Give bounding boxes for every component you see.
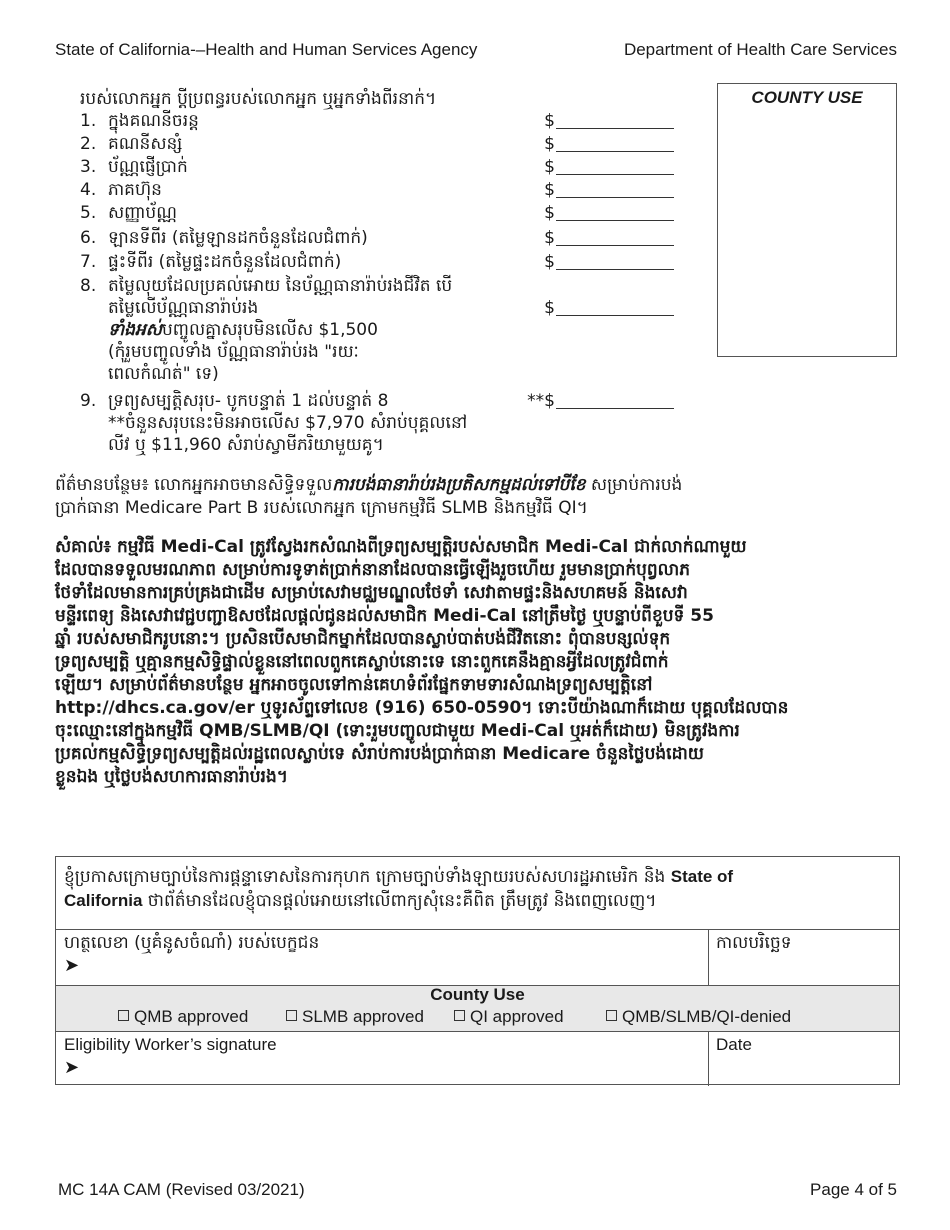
worker-signature-label: Eligibility Worker’s signature — [64, 1035, 277, 1054]
option-qmb-approved[interactable] — [118, 1007, 248, 1027]
amount-field[interactable] — [556, 220, 674, 221]
form-number: MC 14A CAM (Revised 03/2021) — [58, 1180, 305, 1199]
asset-number: 3. — [80, 157, 97, 177]
note-line: ឆ្នាំ របស់សមាជិករូបនោះ។ ប្រសិនបើសមាជិកម្នាក់ដែលបានស្លាប់បាត់បង់ជីវិតនោះ ពុំបានបន្សល់ទុក — [55, 629, 671, 649]
county-use-box — [717, 83, 897, 357]
info-emphasis: ការបង់ធានារ៉ាប់រងប្រតិសកម្មដល់ទៅបីខែ — [332, 475, 586, 495]
amount-field[interactable] — [556, 197, 674, 198]
amount-field[interactable] — [556, 245, 674, 246]
amount-field[interactable] — [556, 269, 674, 270]
worker-date-field[interactable] — [716, 1057, 891, 1081]
arrow-icon: ➤ — [64, 955, 80, 976]
divider — [708, 929, 709, 985]
note-line: ទ្រព្យសម្បត្តិ ឬគ្មានកម្មសិទ្ធិផ្ទាល់ខ្លួននៅពេលពួកគេស្លាប់នោះទេ នោះពួកគេនឹងគ្មានអ្វីដែលត្រូវជំពាក់ — [55, 652, 669, 672]
note-line: http://dhcs.ca.gov/er ឬទូរស័ព្ទទៅលេខ (916) 650-0590។ ទោះបីយ៉ាងណាក៏ដោយ បុគ្គលដែលបាន — [55, 698, 789, 718]
applicant-signature-label: ហត្ថលេខា (ឬគំនូសចំណាំ) របស់បេក្ខជន — [64, 933, 320, 953]
dollar-sign: $ — [544, 228, 555, 248]
note-line: ខ្លួនឯង ឬថ្លៃបង់សហការធានារ៉ាប់រង។ — [55, 767, 288, 787]
agency-name: State of California-–Health and Human Services Agency — [55, 40, 478, 59]
declaration-line: ថាព័ត៌មានដែលខ្ញុំបានផ្តល់អោយនៅលើពាក្យសុំនេះគឺពិត ត្រឹមត្រូវ និងពេញលេញ។ — [142, 891, 657, 911]
declaration-state: California — [64, 891, 143, 910]
asset-note-emph: ទាំងអស់ — [108, 320, 162, 340]
asset-label: ទ្រព្យសម្បត្តិសរុប- បូកបន្ទាត់ 1 ដល់បន្ទាត់ 8 — [108, 391, 389, 411]
asset-intro: របស់លោកអ្នក ប្តីប្រពន្ធរបស់លោកអ្នក ឬអ្នកទាំងពីរនាក់។ — [80, 89, 437, 109]
declaration-box — [55, 856, 900, 1085]
dollar-sign: **$ — [527, 391, 555, 411]
asset-number: 5. — [80, 203, 97, 223]
dollar-sign: $ — [544, 111, 555, 131]
dollar-sign: $ — [544, 252, 555, 272]
amount-field[interactable] — [556, 408, 674, 409]
asset-label: តម្លៃលើប័ណ្ណធានារ៉ាប់រង — [108, 298, 259, 318]
amount-field[interactable] — [556, 315, 674, 316]
option-label: QMB/SLMB/QI-denied — [622, 1007, 792, 1026]
asset-number: 4. — [80, 180, 97, 200]
additional-info — [55, 474, 895, 520]
asset-number: 6. — [80, 228, 97, 248]
option-label: QI approved — [470, 1007, 564, 1026]
option-qi-approved[interactable] — [454, 1007, 564, 1027]
asset-number: 9. — [80, 391, 97, 411]
asset-label: ប័ណ្ណផ្ញើប្រាក់ — [108, 157, 188, 177]
info-prefix: ព័ត៌មានបន្ថែម៖ លោកអ្នកអាចមានសិទ្ធិទទួល — [55, 475, 333, 495]
checkbox-icon — [286, 1010, 297, 1021]
asset-note: **ចំនួនសរុបនេះមិនអាចលើស $7,970 សំរាប់បុគ្គលនៅ — [108, 413, 468, 433]
asset-label: តម្លៃលុយដែលប្រគល់អោយ នៃប័ណ្ណធានារ៉ាប់រងជីវិត បើ — [108, 276, 453, 296]
info-line2: ប្រាក់ធានា Medicare Part B របស់លោកអ្នក ក្រោមកម្មវិធី SLMB និងកម្មវិធី QI។ — [55, 498, 588, 518]
note-line: ចុះឈ្មោះនៅក្នុងកម្មវិធី QMB/SLMB/QI (ទោះរួមបញ្ចូលជាមួយ Medi-Cal ឬអត់ក៏ដោយ) មិនត្រូវងការ — [55, 721, 740, 741]
amount-field[interactable] — [556, 151, 674, 152]
county-use-title: COUNTY USE — [751, 88, 863, 107]
dollar-sign: $ — [544, 180, 555, 200]
applicant-date-field[interactable] — [716, 955, 891, 981]
estate-recovery-note — [55, 536, 895, 789]
arrow-icon: ➤ — [64, 1057, 80, 1078]
note-line: ឡើយ។ សម្រាប់ព័ត៌មានបន្ថែម អ្នកអាចចូលទៅកាន់គេហទំព័រផ្នែកទាមទារសំណងទ្រព្យសម្បត្តិនៅ — [55, 675, 653, 695]
checkbox-icon — [606, 1010, 617, 1021]
asset-label: សញ្ញាប័ណ្ណ — [108, 203, 177, 223]
info-suffix: សម្រាប់ការបង់ — [585, 475, 683, 495]
dollar-sign: $ — [544, 203, 555, 223]
note-line: មន្ទីរពេទ្យ និងសេវាវេជ្ជបញ្ជាឱសថដែលផ្តល់ជូនដល់សមាជិក Medi-Cal នៅត្រឹមថ្ងៃ ឬបន្ទាប់ពីខួបទី 55 — [55, 606, 714, 626]
asset-number: 8. — [80, 276, 97, 296]
asset-number: 1. — [80, 111, 97, 131]
department-name: Department of Health Care Services — [623, 40, 897, 59]
amount-field[interactable] — [556, 128, 674, 129]
worker-signature-field[interactable] — [86, 1055, 696, 1081]
dollar-sign: $ — [544, 298, 555, 318]
worker-date-label: Date — [716, 1035, 752, 1054]
county-use-heading: County Use — [430, 985, 525, 1004]
divider — [708, 1031, 709, 1086]
asset-number: 2. — [80, 134, 97, 154]
divider — [56, 1031, 899, 1032]
asset-note: បញ្ចូលគ្នាសរុបមិនលើស $1,500 — [161, 320, 378, 340]
asset-note: ពេលកំណត់" ទេ) — [108, 364, 219, 384]
option-slmb-approved[interactable] — [286, 1007, 424, 1027]
note-line: ប្រគល់កម្មសិទ្ធិទ្រព្យសម្បត្តិដល់រដ្ឋពេលស្លាប់ទេ សំរាប់ការបង់ប្រាក់ធានា Medicare ចំនួនថ្លៃបង់ដោយ — [55, 744, 704, 764]
declaration-line: ខ្ញុំប្រកាសក្រោមច្បាប់នៃការផ្តន្ទាទោសនៃការកុហក ក្រោមច្បាប់ទាំងឡាយរបស់សហរដ្ឋអាមេរិក និង — [64, 867, 671, 887]
checkbox-icon — [454, 1010, 465, 1021]
asset-label: គណនីសន្សំ — [108, 134, 183, 154]
county-use-band — [56, 985, 899, 1031]
applicant-date-label: កាលបរិច្ឆេទ — [716, 933, 792, 953]
option-label: SLMB approved — [302, 1007, 424, 1026]
declaration-state: State of — [670, 867, 734, 886]
note-line: សំគាល់៖ កម្មវិធី Medi-Cal ត្រូវស្វែងរកសំណងពីទ្រព្យសម្បត្តិរបស់សមាជិក Medi-Cal ជាក់លាក់ណាមួយ — [55, 537, 747, 557]
asset-note: លីវ ឬ $11,960 សំរាប់ស្វាមីភរិយាមួយគូ។ — [108, 435, 384, 455]
dollar-sign: $ — [544, 134, 555, 154]
note-line: ថែទាំដែលមានការគ្រប់គ្រងជាដើម សម្រាប់សេវាមជ្ឈមណ្ឌលថែទាំ សេវាតាមផ្ទះនិងសហគមន៍ និងសេវា — [55, 583, 688, 603]
asset-label: ក្នុងគណនីចរន្ត — [108, 111, 199, 131]
dollar-sign: $ — [544, 157, 555, 177]
asset-number: 7. — [80, 252, 97, 272]
divider — [56, 929, 899, 930]
note-line: ដែលបានទទួលមរណភាព សម្រាប់ការទូទាត់ប្រាក់នានាដែលបានធ្វើឡើងរួចហើយ រួមមានប្រាក់បុព្វលាភ — [55, 560, 691, 580]
page-number: Page 4 of 5 — [810, 1180, 897, 1199]
option-label: QMB approved — [134, 1007, 249, 1026]
asset-label: ភាគហ៊ុន — [108, 180, 162, 200]
asset-label: ផ្ទះទីពីរ (តម្លៃផ្ទះដកចំនួនដែលជំពាក់) — [108, 252, 342, 272]
option-denied[interactable] — [606, 1007, 791, 1027]
applicant-signature-field[interactable] — [86, 953, 696, 979]
checkbox-icon — [118, 1010, 129, 1021]
amount-field[interactable] — [556, 174, 674, 175]
asset-label: ឡានទីពីរ (តម្លៃឡានដកចំនួនដែលជំពាក់) — [108, 228, 368, 248]
asset-note: (កុំរួមបញ្ចូលទាំង ប័ណ្ណធានារ៉ាប់រង "រយៈ — [108, 342, 359, 362]
declaration-text — [64, 865, 889, 913]
